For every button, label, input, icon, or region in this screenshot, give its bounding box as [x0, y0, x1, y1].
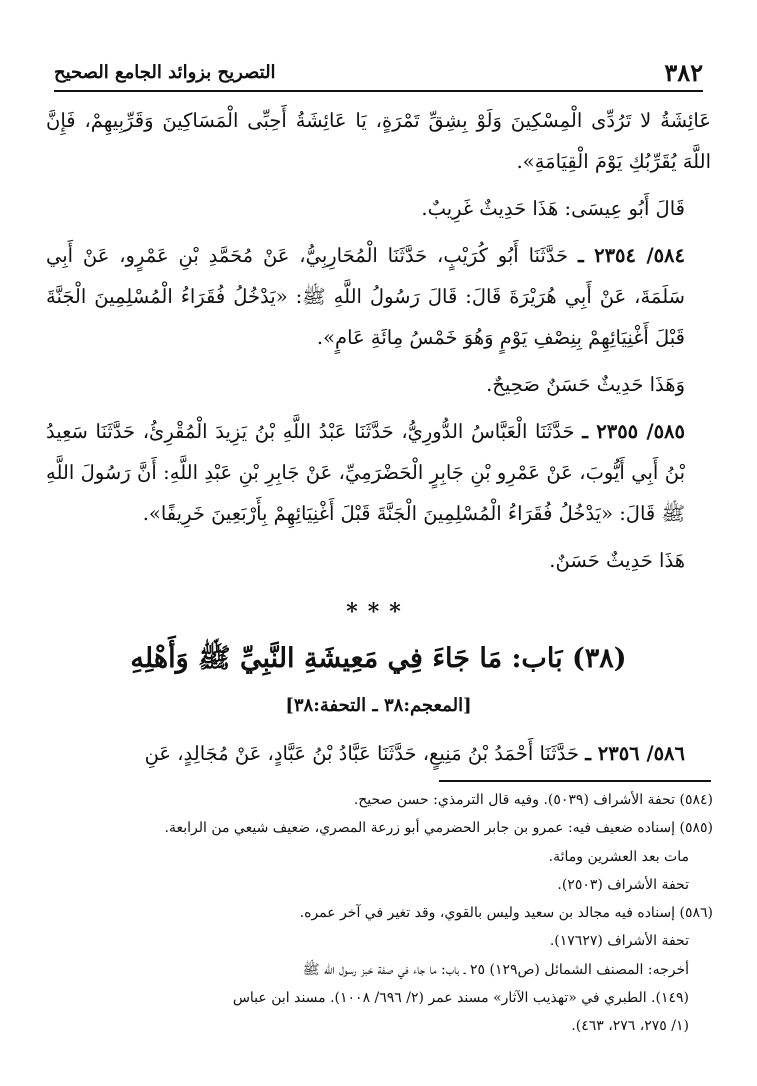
chapter-reference: [المعجم:٣٨ ـ التحفة:٣٨] — [285, 695, 472, 716]
section-separator: *** — [346, 599, 411, 625]
footnote-line: (٥٨٥) إسناده ضعيف فيه: عمرو بن جابر الحضرمي أبو زرعة المصري، ضعيف شيعي من الرابعة. — [164, 820, 713, 837]
footnote-line: تحفة الأشراف (٢٥٠٣). — [557, 876, 689, 893]
footnote-line: (١/ ٢٧٥، ٢٧٦، ٤٦٣). — [571, 1018, 689, 1035]
hadith-number-584: ٥٨٤/ ٢٣٥٤ ـ — [577, 244, 685, 267]
chapter-title: (٣٨) بَاب: مَا جَاءَ فِي مَعِيشَةِ النَّبِيِّ ﷺ وَأَهْلِهِ — [130, 643, 627, 674]
hadith-text-586: حَدَّثَنَا أَحْمَدُ بْنُ مَنِيعٍ، حَدَّثَنَا عَبَّادُ بْنُ عَبَّادٍ، عَنْ مُجَالِدٍ، عَنِ — [144, 742, 580, 765]
footnote-rule — [439, 780, 711, 782]
paragraph-hadith-continuation: عَائِشَةُ لا تَرُدِّى الْمِسْكِينَ وَلَوْ بِشِقِّ تَمْرَةٍ، يَا عَائِشَةُ أَحِبِّى الْمَسَاكِينَ وَقَرِّبِيهِمْ، فَإِنَّ اللَّهَ يُقَرِّبُكِ يَوْمَ الْقِيَامَةِ». — [46, 109, 711, 173]
hadith-number-586: ٥٨٦/ ٢٣٥٦ ـ — [585, 742, 685, 765]
paragraph-grading-583: قَالَ أَبُو عِيسَى: هَذَا حَدِيثٌ غَرِيبٌ. — [421, 197, 685, 220]
paragraph-grading-584: وَهَذَا حَدِيثٌ حَسَنٌ صَحِيحٌ. — [486, 373, 685, 396]
hadith-586 — [46, 733, 711, 774]
paragraph-grading-585: هَذَا حَدِيثٌ حَسَنٌ. — [549, 549, 685, 572]
footnote-line: تحفة الأشراف (١٧٦٢٧). — [549, 933, 689, 950]
page-number: ٣٨٢ — [664, 58, 703, 87]
hadith-585 — [46, 411, 711, 534]
hadith-text-585: حَدَّثَنَا الْعَبَّاسُ الدُّورِيُّ، حَدَّثَنَا عَبْدُ اللَّهِ بْنُ يَزِيدَ الْمُقْرِئُ، حَدَّثَنَا سَعِيدُ بْنُ أَبِي أَيُّوبَ، عَنْ عَمْرِو بْنِ جَابِرٍ الْحَضْرَمِيِّ، عَنْ جَابِرِ بْنِ عَبْدِ اللَّهِ: أَنَّ رَسُولَ اللَّهِ ﷺ قَالَ: «يَدْخُلُ فُقَرَاءُ الْمُسْلِمِينَ الْجَنَّةَ قَبْلَ أَغْنِيَائِهِمْ بِأَرْبَعِينَ خَرِيفًا». — [46, 420, 685, 525]
running-title: التصريح بزوائد الجامع الصحيح — [54, 62, 276, 83]
footnotes — [48, 786, 713, 1041]
footnote-line: مات بعد العشرين ومائة. — [548, 848, 689, 865]
footnote-line: أخرجه: المصنف الشمائل (ص١٢٩) ٢٥ ـ باب: ما جاء في صفة خبز رسول الله ﷺ — [302, 961, 689, 978]
footnote-line: (٥٨٤) تحفة الأشراف (٥٠٣٩). وفيه قال الترمذي: حسن صحيح. — [353, 792, 713, 808]
hadith-number-585: ٥٨٥/ ٢٣٥٥ ـ — [582, 420, 685, 443]
hadith-584 — [46, 235, 711, 358]
main-text — [46, 100, 711, 774]
footnote-line: (٥٨٦) إسناده فيه مجالد بن سعيد وليس بالقوي، وقد تغير في آخر عمره. — [299, 905, 713, 922]
hadith-text-584: حَدَّثَنَا أَبُو كُرَيْبٍ، حَدَّثَنَا الْمُحَارِبِيُّ، عَنْ مُحَمَّدِ بْنِ عَمْرٍو، عَنْ أَبِي سَلَمَةَ، عَنْ أَبِي هُرَيْرَةَ قَالَ: قَالَ رَسُولُ اللَّهِ ﷺ: «يَدْخُلُ فُقَرَاءُ الْمُسْلِمِينَ الْجَنَّةَ قَبْلَ أَغْنِيَائِهِمْ بِنِصْفِ يَوْمٍ وَهُوَ خَمْسُ مِائَةِ عَامٍ». — [46, 244, 685, 349]
page-header — [54, 56, 703, 92]
footnote-line: (١٤٩). الطبري في «تهذيب الآثار» مسند عمر (٢/ ٦٩٦/ ١٠٠٨). مسند ابن عباس — [232, 990, 689, 1007]
